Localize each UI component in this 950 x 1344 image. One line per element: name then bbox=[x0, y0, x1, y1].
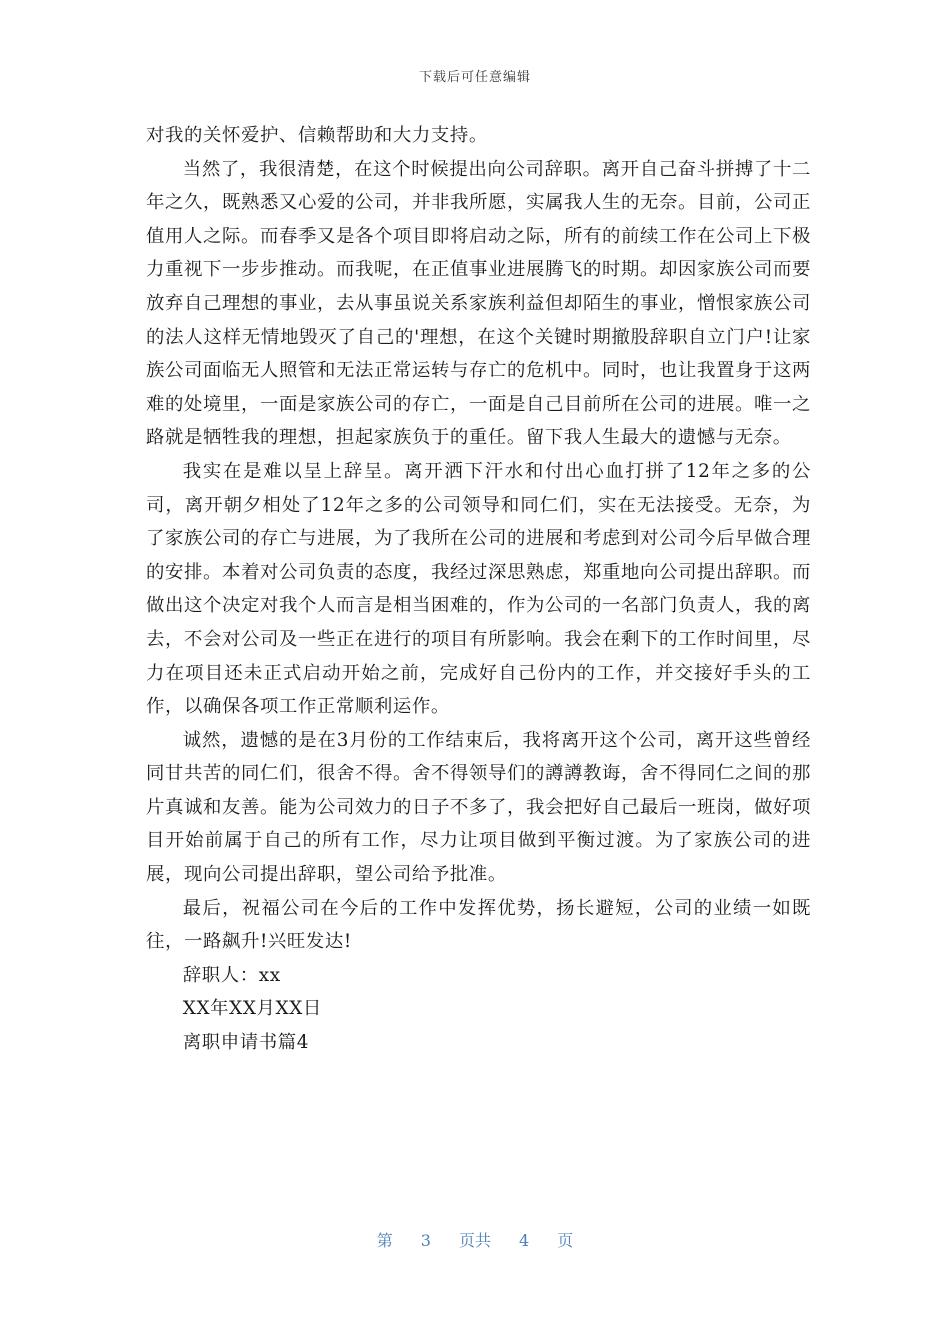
date-line: XX年XX月XX日 bbox=[182, 998, 322, 1020]
page-mid-label: 页共 bbox=[458, 1231, 491, 1250]
paragraph-regret: 诚然，遗憾的是在3月份的工作结束后，我将离开这个公司，离开这些曾经同甘共苦的同仁们，很舍不得。舍不得领导们的譐譐教诲，舍不得同仁之间的那片真诚和友善。能为公司效力的日子不多了，我会把好自己最后一班岗，做好项目开始前属于自己的所有工作，尽力让项目做到平衡过渡。为了家族公司的进展，现向公司提出辞职，望公司给予批准。 bbox=[146, 729, 811, 886]
document-body bbox=[146, 119, 811, 1060]
paragraph-continued: 对我的关怀爱护、信赖帮助和大力支持。 bbox=[146, 125, 488, 146]
page-footer bbox=[0, 1228, 950, 1251]
page-total: 4 bbox=[519, 1231, 530, 1250]
page-label: 第 bbox=[376, 1231, 393, 1250]
page-header bbox=[0, 66, 950, 85]
paragraph-resignation-reason: 当然了，我很清楚，在这个时候提出向公司辞职。离开自己奋斗拼搏了十二年之久，既熟悉又心爱的公司，并非我所愿，实属我人生的无奈。目前，公司正值用人之际。而春季又是各个项目即将启动之际，所有的前续工作在公司上下极力重视下一步步推动。而我呢，在正值事业进展腾飞的时期。却因家族公司而要放弃自己理想的事业，去从事虽说关系家族利益但却陌生的事业，憎恨家族公司的法人这样无情地毁灭了自己的'理想，在这个关键时期撤股辞职自立门户!让家族公司面临无人照管和无法正常运转与存亡的危机中。同时，也让我置身于这两难的处境里，一面是家族公司的存亡，一面是自己目前所在公司的进展。唯一之路就是牺牲我的理想，担起家族负于的重任。留下我人生最大的遗憾与无奈。 bbox=[146, 158, 811, 449]
signature-line: 辞职人：xx bbox=[182, 964, 281, 986]
next-section-heading: 离职申请书篇4 bbox=[182, 1032, 310, 1054]
paragraph-blessing: 最后，祝福公司在今后的工作中发挥优势，扬长避短，公司的业绩一如既往，一路飙升!兴旺发达! bbox=[146, 897, 811, 953]
paragraph-difficult-decision: 我实在是难以呈上辞呈。离开洒下汗水和付出心血打拼了12年之多的公司，离开朝夕相处了12年之多的公司领导和同仁们，实在无法接受。无奈，为了家族公司的存亡与进展，为了我所在公司的进展和考虑到对公司今后早做合理的安排。本着对公司负责的态度，我经过深思熟虑，郑重地向公司提出辞职。而做出这个决定对我个人而言是相当困难的，作为公司的一名部门负责人，我的离去，不会对公司及一些正在进行的项目有所影响。我会在剩下的工作时间里，尽力在项目还未正式启动开始之前，完成好自己份内的工作，并交接好手头的工作，以确保各项工作正常顺利运作。 bbox=[146, 460, 811, 718]
page-current: 3 bbox=[420, 1231, 431, 1250]
page-suffix: 页 bbox=[557, 1231, 574, 1250]
header-text: 下载后可任意编辑 bbox=[418, 70, 531, 85]
